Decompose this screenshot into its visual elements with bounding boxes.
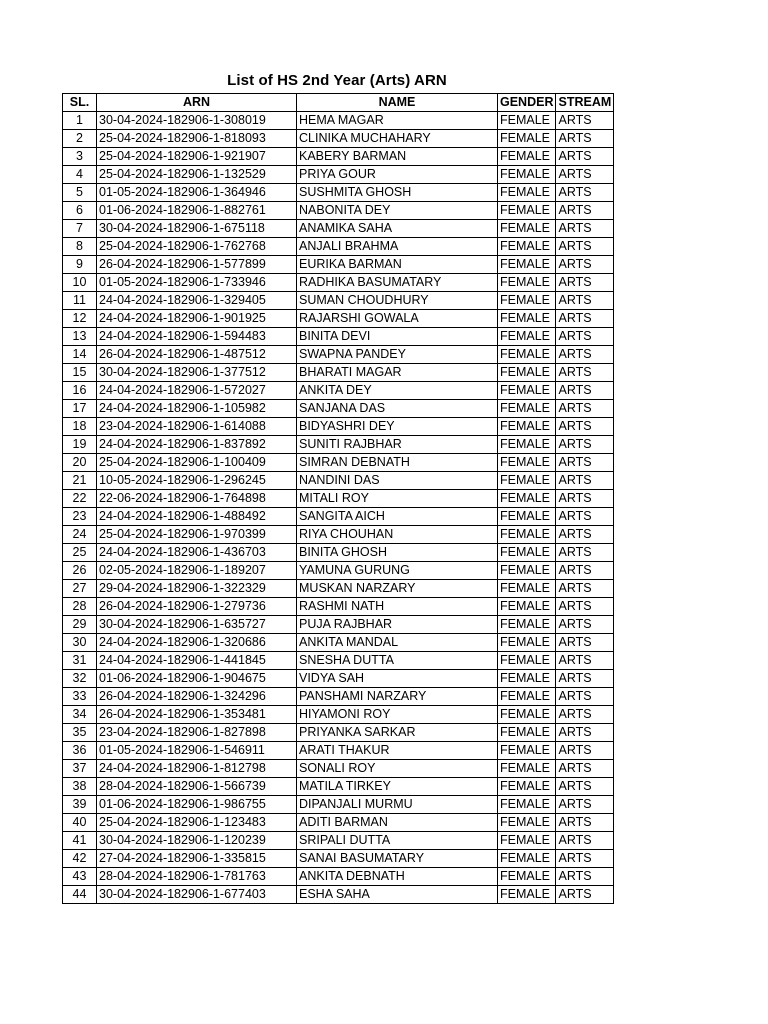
cell-name: SUNITI RAJBHAR xyxy=(297,436,498,454)
cell-name: SANJANA DAS xyxy=(297,400,498,418)
cell-sl: 11 xyxy=(63,292,97,310)
column-header-gender: GENDER xyxy=(498,94,556,112)
cell-sl: 7 xyxy=(63,220,97,238)
cell-stream: ARTS xyxy=(556,526,614,544)
column-header-name: NAME xyxy=(297,94,498,112)
column-header-sl: SL. xyxy=(63,94,97,112)
cell-gender: FEMALE xyxy=(498,742,556,760)
cell-name: ARATI THAKUR xyxy=(297,742,498,760)
cell-stream: ARTS xyxy=(556,886,614,904)
cell-arn: 24-04-2024-182906-1-594483 xyxy=(97,328,297,346)
cell-gender: FEMALE xyxy=(498,310,556,328)
cell-arn: 24-04-2024-182906-1-436703 xyxy=(97,544,297,562)
table-row xyxy=(63,472,614,490)
table-row xyxy=(63,526,614,544)
column-header-stream: STREAM xyxy=(556,94,614,112)
table-row xyxy=(63,184,614,202)
cell-sl: 1 xyxy=(63,112,97,130)
cell-arn: 01-05-2024-182906-1-733946 xyxy=(97,274,297,292)
cell-stream: ARTS xyxy=(556,652,614,670)
table-row xyxy=(63,220,614,238)
cell-stream: ARTS xyxy=(556,562,614,580)
cell-arn: 28-04-2024-182906-1-566739 xyxy=(97,778,297,796)
cell-arn: 30-04-2024-182906-1-677403 xyxy=(97,886,297,904)
cell-sl: 23 xyxy=(63,508,97,526)
cell-arn: 26-04-2024-182906-1-487512 xyxy=(97,346,297,364)
table-row xyxy=(63,652,614,670)
cell-arn: 24-04-2024-182906-1-105982 xyxy=(97,400,297,418)
table-row xyxy=(63,832,614,850)
cell-stream: ARTS xyxy=(556,202,614,220)
cell-stream: ARTS xyxy=(556,346,614,364)
table-row xyxy=(63,490,614,508)
cell-sl: 12 xyxy=(63,310,97,328)
cell-stream: ARTS xyxy=(556,760,614,778)
cell-name: PANSHAMI NARZARY xyxy=(297,688,498,706)
cell-sl: 14 xyxy=(63,346,97,364)
cell-arn: 25-04-2024-182906-1-818093 xyxy=(97,130,297,148)
cell-stream: ARTS xyxy=(556,796,614,814)
cell-sl: 26 xyxy=(63,562,97,580)
cell-name: ADITI BARMAN xyxy=(297,814,498,832)
cell-arn: 26-04-2024-182906-1-279736 xyxy=(97,598,297,616)
table-row xyxy=(63,580,614,598)
cell-gender: FEMALE xyxy=(498,724,556,742)
cell-arn: 10-05-2024-182906-1-296245 xyxy=(97,472,297,490)
table-body xyxy=(63,112,614,904)
cell-arn: 22-06-2024-182906-1-764898 xyxy=(97,490,297,508)
cell-name: SRIPALI DUTTA xyxy=(297,832,498,850)
cell-gender: FEMALE xyxy=(498,796,556,814)
cell-gender: FEMALE xyxy=(498,454,556,472)
table-row xyxy=(63,868,614,886)
table-row xyxy=(63,598,614,616)
cell-arn: 01-06-2024-182906-1-882761 xyxy=(97,202,297,220)
cell-arn: 24-04-2024-182906-1-441845 xyxy=(97,652,297,670)
cell-name: ESHA SAHA xyxy=(297,886,498,904)
cell-gender: FEMALE xyxy=(498,328,556,346)
cell-stream: ARTS xyxy=(556,544,614,562)
table-row xyxy=(63,292,614,310)
cell-name: SNESHA DUTTA xyxy=(297,652,498,670)
cell-arn: 24-04-2024-182906-1-320686 xyxy=(97,634,297,652)
cell-sl: 16 xyxy=(63,382,97,400)
cell-arn: 25-04-2024-182906-1-123483 xyxy=(97,814,297,832)
cell-sl: 19 xyxy=(63,436,97,454)
table-row xyxy=(63,238,614,256)
cell-stream: ARTS xyxy=(556,130,614,148)
cell-name: CLINIKA MUCHAHARY xyxy=(297,130,498,148)
table-header-row xyxy=(63,94,614,112)
cell-stream: ARTS xyxy=(556,634,614,652)
cell-stream: ARTS xyxy=(556,112,614,130)
cell-stream: ARTS xyxy=(556,382,614,400)
cell-name: MITALI ROY xyxy=(297,490,498,508)
cell-gender: FEMALE xyxy=(498,130,556,148)
cell-sl: 34 xyxy=(63,706,97,724)
cell-sl: 6 xyxy=(63,202,97,220)
cell-sl: 9 xyxy=(63,256,97,274)
cell-gender: FEMALE xyxy=(498,760,556,778)
cell-stream: ARTS xyxy=(556,328,614,346)
table-row xyxy=(63,274,614,292)
cell-sl: 15 xyxy=(63,364,97,382)
cell-gender: FEMALE xyxy=(498,364,556,382)
cell-sl: 20 xyxy=(63,454,97,472)
cell-gender: FEMALE xyxy=(498,238,556,256)
cell-name: ANKITA DEY xyxy=(297,382,498,400)
cell-arn: 24-04-2024-182906-1-812798 xyxy=(97,760,297,778)
cell-gender: FEMALE xyxy=(498,562,556,580)
cell-arn: 30-04-2024-182906-1-120239 xyxy=(97,832,297,850)
cell-name: BIDYASHRI DEY xyxy=(297,418,498,436)
cell-stream: ARTS xyxy=(556,490,614,508)
cell-gender: FEMALE xyxy=(498,292,556,310)
cell-sl: 24 xyxy=(63,526,97,544)
cell-name: RAJARSHI GOWALA xyxy=(297,310,498,328)
cell-arn: 29-04-2024-182906-1-322329 xyxy=(97,580,297,598)
cell-gender: FEMALE xyxy=(498,886,556,904)
cell-arn: 01-05-2024-182906-1-364946 xyxy=(97,184,297,202)
cell-arn: 01-06-2024-182906-1-986755 xyxy=(97,796,297,814)
table-row xyxy=(63,328,614,346)
cell-stream: ARTS xyxy=(556,292,614,310)
cell-name: SUSHMITA GHOSH xyxy=(297,184,498,202)
cell-sl: 4 xyxy=(63,166,97,184)
table-row xyxy=(63,364,614,382)
cell-stream: ARTS xyxy=(556,778,614,796)
cell-stream: ARTS xyxy=(556,850,614,868)
table-row xyxy=(63,382,614,400)
cell-stream: ARTS xyxy=(556,220,614,238)
table-row xyxy=(63,634,614,652)
cell-sl: 18 xyxy=(63,418,97,436)
cell-sl: 25 xyxy=(63,544,97,562)
cell-gender: FEMALE xyxy=(498,652,556,670)
cell-sl: 44 xyxy=(63,886,97,904)
cell-arn: 24-04-2024-182906-1-901925 xyxy=(97,310,297,328)
table-row xyxy=(63,256,614,274)
cell-arn: 27-04-2024-182906-1-335815 xyxy=(97,850,297,868)
cell-gender: FEMALE xyxy=(498,400,556,418)
cell-gender: FEMALE xyxy=(498,184,556,202)
table-row xyxy=(63,130,614,148)
cell-name: PUJA RAJBHAR xyxy=(297,616,498,634)
cell-stream: ARTS xyxy=(556,436,614,454)
cell-sl: 35 xyxy=(63,724,97,742)
table-row xyxy=(63,670,614,688)
cell-arn: 02-05-2024-182906-1-189207 xyxy=(97,562,297,580)
cell-stream: ARTS xyxy=(556,184,614,202)
cell-sl: 3 xyxy=(63,148,97,166)
cell-stream: ARTS xyxy=(556,832,614,850)
cell-name: ANJALI BRAHMA xyxy=(297,238,498,256)
cell-arn: 30-04-2024-182906-1-635727 xyxy=(97,616,297,634)
cell-arn: 25-04-2024-182906-1-921907 xyxy=(97,148,297,166)
table-row xyxy=(63,724,614,742)
cell-gender: FEMALE xyxy=(498,616,556,634)
cell-gender: FEMALE xyxy=(498,220,556,238)
cell-gender: FEMALE xyxy=(498,670,556,688)
cell-gender: FEMALE xyxy=(498,706,556,724)
cell-arn: 24-04-2024-182906-1-329405 xyxy=(97,292,297,310)
cell-name: BINITA DEVI xyxy=(297,328,498,346)
cell-arn: 01-05-2024-182906-1-546911 xyxy=(97,742,297,760)
cell-stream: ARTS xyxy=(556,706,614,724)
cell-gender: FEMALE xyxy=(498,274,556,292)
cell-sl: 43 xyxy=(63,868,97,886)
table-row xyxy=(63,616,614,634)
table-row xyxy=(63,562,614,580)
cell-gender: FEMALE xyxy=(498,868,556,886)
cell-gender: FEMALE xyxy=(498,418,556,436)
cell-sl: 10 xyxy=(63,274,97,292)
document-title: List of HS 2nd Year (Arts) ARN xyxy=(227,72,447,89)
table-row xyxy=(63,778,614,796)
cell-name: YAMUNA GURUNG xyxy=(297,562,498,580)
cell-sl: 17 xyxy=(63,400,97,418)
table-row xyxy=(63,814,614,832)
cell-arn: 26-04-2024-182906-1-577899 xyxy=(97,256,297,274)
table-row xyxy=(63,112,614,130)
cell-sl: 31 xyxy=(63,652,97,670)
cell-stream: ARTS xyxy=(556,454,614,472)
column-header-arn: ARN xyxy=(97,94,297,112)
cell-name: SIMRAN DEBNATH xyxy=(297,454,498,472)
cell-arn: 25-04-2024-182906-1-100409 xyxy=(97,454,297,472)
cell-sl: 36 xyxy=(63,742,97,760)
cell-gender: FEMALE xyxy=(498,166,556,184)
cell-name: KABERY BARMAN xyxy=(297,148,498,166)
cell-sl: 22 xyxy=(63,490,97,508)
cell-name: SANGITA AICH xyxy=(297,508,498,526)
cell-name: MUSKAN NARZARY xyxy=(297,580,498,598)
cell-name: BHARATI MAGAR xyxy=(297,364,498,382)
cell-gender: FEMALE xyxy=(498,472,556,490)
cell-stream: ARTS xyxy=(556,670,614,688)
cell-stream: ARTS xyxy=(556,868,614,886)
cell-sl: 42 xyxy=(63,850,97,868)
cell-name: RADHIKA BASUMATARY xyxy=(297,274,498,292)
cell-sl: 41 xyxy=(63,832,97,850)
cell-arn: 26-04-2024-182906-1-324296 xyxy=(97,688,297,706)
cell-arn: 30-04-2024-182906-1-675118 xyxy=(97,220,297,238)
table-row xyxy=(63,418,614,436)
cell-sl: 32 xyxy=(63,670,97,688)
cell-stream: ARTS xyxy=(556,688,614,706)
cell-stream: ARTS xyxy=(556,724,614,742)
cell-gender: FEMALE xyxy=(498,346,556,364)
cell-gender: FEMALE xyxy=(498,832,556,850)
table-row xyxy=(63,760,614,778)
cell-gender: FEMALE xyxy=(498,202,556,220)
cell-stream: ARTS xyxy=(556,814,614,832)
cell-name: DIPANJALI MURMU xyxy=(297,796,498,814)
cell-stream: ARTS xyxy=(556,742,614,760)
cell-name: EURIKA BARMAN xyxy=(297,256,498,274)
table-row xyxy=(63,436,614,454)
table-row xyxy=(63,310,614,328)
cell-sl: 37 xyxy=(63,760,97,778)
cell-sl: 21 xyxy=(63,472,97,490)
cell-stream: ARTS xyxy=(556,418,614,436)
cell-arn: 01-06-2024-182906-1-904675 xyxy=(97,670,297,688)
table-row xyxy=(63,850,614,868)
table-row xyxy=(63,454,614,472)
cell-stream: ARTS xyxy=(556,364,614,382)
cell-sl: 8 xyxy=(63,238,97,256)
table-row xyxy=(63,688,614,706)
cell-gender: FEMALE xyxy=(498,634,556,652)
cell-sl: 2 xyxy=(63,130,97,148)
cell-stream: ARTS xyxy=(556,598,614,616)
table-row xyxy=(63,346,614,364)
cell-name: ANKITA MANDAL xyxy=(297,634,498,652)
cell-name: HEMA MAGAR xyxy=(297,112,498,130)
table-row xyxy=(63,742,614,760)
cell-gender: FEMALE xyxy=(498,148,556,166)
cell-gender: FEMALE xyxy=(498,382,556,400)
cell-name: SWAPNA PANDEY xyxy=(297,346,498,364)
table-row xyxy=(63,706,614,724)
cell-stream: ARTS xyxy=(556,256,614,274)
table-row xyxy=(63,148,614,166)
cell-gender: FEMALE xyxy=(498,598,556,616)
table-row xyxy=(63,544,614,562)
cell-arn: 24-04-2024-182906-1-572027 xyxy=(97,382,297,400)
cell-sl: 29 xyxy=(63,616,97,634)
cell-stream: ARTS xyxy=(556,310,614,328)
cell-name: HIYAMONI ROY xyxy=(297,706,498,724)
cell-name: MATILA TIRKEY xyxy=(297,778,498,796)
cell-gender: FEMALE xyxy=(498,580,556,598)
table-row xyxy=(63,886,614,904)
cell-gender: FEMALE xyxy=(498,814,556,832)
cell-name: RIYA CHOUHAN xyxy=(297,526,498,544)
cell-arn: 24-04-2024-182906-1-488492 xyxy=(97,508,297,526)
table-row xyxy=(63,508,614,526)
cell-stream: ARTS xyxy=(556,166,614,184)
cell-gender: FEMALE xyxy=(498,526,556,544)
cell-stream: ARTS xyxy=(556,508,614,526)
cell-arn: 25-04-2024-182906-1-132529 xyxy=(97,166,297,184)
cell-arn: 30-04-2024-182906-1-308019 xyxy=(97,112,297,130)
cell-name: NABONITA DEY xyxy=(297,202,498,220)
table-row xyxy=(63,796,614,814)
cell-name: ANAMIKA SAHA xyxy=(297,220,498,238)
cell-sl: 40 xyxy=(63,814,97,832)
cell-name: PRIYA GOUR xyxy=(297,166,498,184)
cell-gender: FEMALE xyxy=(498,688,556,706)
cell-name: VIDYA SAH xyxy=(297,670,498,688)
cell-name: SANAI BASUMATARY xyxy=(297,850,498,868)
cell-sl: 27 xyxy=(63,580,97,598)
cell-gender: FEMALE xyxy=(498,850,556,868)
cell-stream: ARTS xyxy=(556,580,614,598)
table-row xyxy=(63,202,614,220)
cell-stream: ARTS xyxy=(556,238,614,256)
cell-arn: 26-04-2024-182906-1-353481 xyxy=(97,706,297,724)
cell-name: SONALI ROY xyxy=(297,760,498,778)
cell-stream: ARTS xyxy=(556,400,614,418)
cell-stream: ARTS xyxy=(556,148,614,166)
cell-sl: 39 xyxy=(63,796,97,814)
cell-name: RASHMI NATH xyxy=(297,598,498,616)
cell-gender: FEMALE xyxy=(498,508,556,526)
cell-name: ANKITA DEBNATH xyxy=(297,868,498,886)
cell-arn: 23-04-2024-182906-1-827898 xyxy=(97,724,297,742)
table-row xyxy=(63,166,614,184)
cell-arn: 28-04-2024-182906-1-781763 xyxy=(97,868,297,886)
cell-gender: FEMALE xyxy=(498,112,556,130)
cell-sl: 5 xyxy=(63,184,97,202)
cell-gender: FEMALE xyxy=(498,436,556,454)
cell-name: PRIYANKA SARKAR xyxy=(297,724,498,742)
cell-sl: 28 xyxy=(63,598,97,616)
cell-name: NANDINI DAS xyxy=(297,472,498,490)
arn-table xyxy=(62,93,614,904)
cell-arn: 23-04-2024-182906-1-614088 xyxy=(97,418,297,436)
cell-name: SUMAN CHOUDHURY xyxy=(297,292,498,310)
cell-stream: ARTS xyxy=(556,274,614,292)
cell-arn: 25-04-2024-182906-1-762768 xyxy=(97,238,297,256)
cell-sl: 38 xyxy=(63,778,97,796)
cell-sl: 13 xyxy=(63,328,97,346)
cell-arn: 30-04-2024-182906-1-377512 xyxy=(97,364,297,382)
cell-sl: 30 xyxy=(63,634,97,652)
cell-gender: FEMALE xyxy=(498,544,556,562)
cell-gender: FEMALE xyxy=(498,490,556,508)
cell-arn: 24-04-2024-182906-1-837892 xyxy=(97,436,297,454)
cell-name: BINITA GHOSH xyxy=(297,544,498,562)
table-row xyxy=(63,400,614,418)
cell-stream: ARTS xyxy=(556,472,614,490)
cell-sl: 33 xyxy=(63,688,97,706)
cell-arn: 25-04-2024-182906-1-970399 xyxy=(97,526,297,544)
cell-gender: FEMALE xyxy=(498,256,556,274)
cell-stream: ARTS xyxy=(556,616,614,634)
cell-gender: FEMALE xyxy=(498,778,556,796)
